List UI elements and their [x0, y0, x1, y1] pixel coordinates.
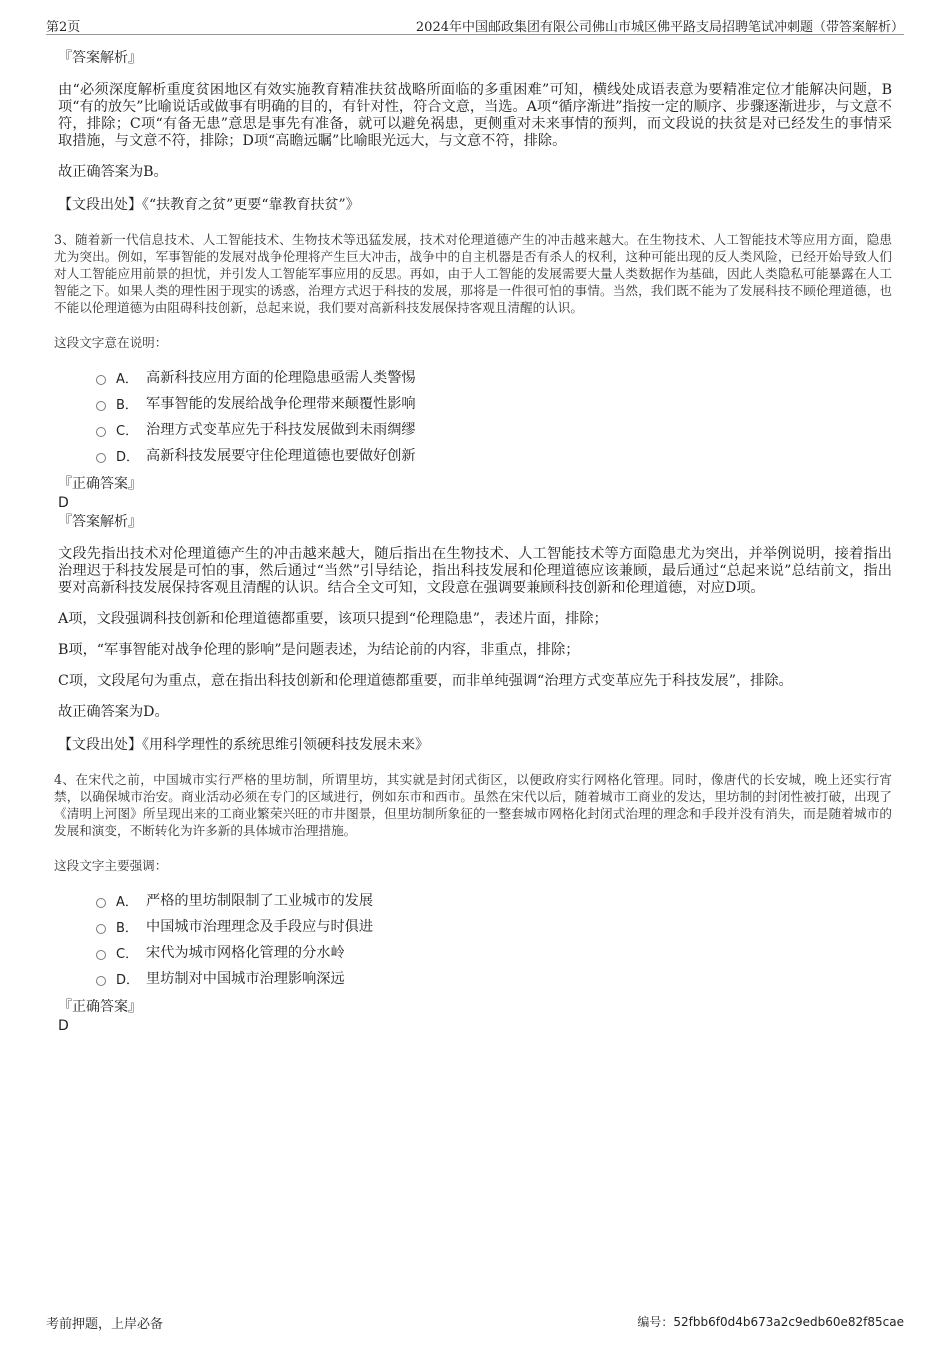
- option-a[interactable]: [96, 364, 892, 390]
- radio-icon[interactable]: [96, 950, 106, 960]
- analysis-text: C项，文段尾句为重点，意在指出科技创新和伦理道德都重要，而非单纯强调“治理方式变革应先于科技发展”，排除。: [58, 673, 793, 689]
- option-text: 严格的里坊制限制了工业城市的发展: [146, 893, 374, 909]
- option-text: 治理方式变革应先于科技发展做到未雨绸缪: [146, 422, 416, 438]
- document-title: 2024年中国邮政集团有限公司佛山市城区佛平路支局招聘笔试冲刺题（带答案解析）: [415, 20, 904, 35]
- page-footer: [46, 1313, 904, 1332]
- option-text: 高新科技发展要守住伦理道德也要做好创新: [146, 448, 416, 464]
- option-c[interactable]: [96, 416, 892, 442]
- option-d[interactable]: [96, 965, 892, 991]
- radio-icon[interactable]: [96, 427, 106, 437]
- option-text: 军事智能的发展给战争伦理带来颠覆性影响: [146, 396, 416, 412]
- source-text: 【文段出处】《“扶教育之贫”更要“靠教育扶贫”》: [58, 197, 360, 213]
- option-c[interactable]: [96, 939, 892, 965]
- radio-icon[interactable]: [96, 375, 106, 385]
- answer-label: 『正确答案』: [58, 999, 142, 1015]
- option-letter: D．: [116, 449, 140, 465]
- analysis-label: 『答案解析』: [58, 50, 142, 66]
- page-header: [46, 14, 904, 35]
- radio-icon[interactable]: [96, 976, 106, 986]
- option-b[interactable]: [96, 390, 892, 416]
- question-3-text: 3、随着新一代信息技术、人工智能技术、生物技术等迅猛发展，技术对伦理道德产生的冲击越来越大。在生物技术、人工智能技术等应用方面，隐患尤为突出。例如，军事智能的发展对战争伦理将产生巨大冲击，战争中的自主机器是否有杀人的权利，这种可能出现的反人类风险，已经开始导致人们对人工智能应用前景的担忧，并引发人工智能军事应用的反思。再如，由于人工智能的发展需要大量人类数据作为基础，因此人类隐私可能暴露在人工智能之下。如果人类的理性困于现实的诱惑，治理方式迟于科技的发展，那将是一件很可怕的事情。当然，我们既不能为了发展科技不顾伦理道德，也不能以伦理道德为由阻碍科技创新，总起来说，我们要对高新科技发展保持客观且清醒的认识。: [54, 232, 892, 315]
- radio-icon[interactable]: [96, 924, 106, 934]
- conclusion-text: 故正确答案为D。: [58, 704, 169, 720]
- page-number: 第2页: [46, 20, 81, 35]
- analysis-text: B项，“军事智能对战争伦理的影响”是问题表述，为结论前的内容，非重点，排除；: [58, 642, 580, 658]
- option-d[interactable]: [96, 442, 892, 468]
- conclusion-text: 故正确答案为B。: [58, 164, 168, 180]
- footer-slogan: 考前押题，上岸必备: [46, 1317, 164, 1332]
- source-text: 【文段出处】《用科学理性的系统思维引领硬科技发展未来》: [58, 737, 429, 753]
- analysis-text: 由“必须深度解析重度贫困地区有效实施教育精准扶贫战略所面临的多重困难”可知，横线处成语表意为要精准定位才能解决问题，B项“有的放矢”比喻说话或做事有明确的目的，有针对性，符合文意，当选。A项“循序渐进”指按一定的顺序、步骤逐渐进步，与文意不符，排除；C项“有备无患”意思是事先有准备，就可以避免祸患，更侧重对未来事情的预判，而文段说的扶贫是对已经发生的事情采取措施，与文意不符，排除；D项“高瞻远瞩”比喻眼光远大，与文意不符，排除。: [58, 82, 892, 149]
- option-text: 里坊制对中国城市治理影响深远: [146, 971, 345, 987]
- question-3-prompt: 这段文字意在说明：: [54, 335, 168, 350]
- question-3-options: [96, 364, 892, 468]
- radio-icon[interactable]: [96, 401, 106, 411]
- option-letter: B．: [116, 397, 138, 413]
- answer-value: D: [58, 495, 69, 511]
- question-4-options: [96, 887, 892, 991]
- option-letter: C．: [116, 946, 139, 962]
- option-letter: A．: [116, 371, 138, 387]
- analysis-text: 文段先指出技术对伦理道德产生的冲击越来越大，随后指出在生物技术、人工智能技术等方面隐患尤为突出，并举例说明，接着指出治理迟于科技发展是可怕的事，然后通过“当然”引导结论，指出科技发展和伦理道德应该兼顾，最后通过“总起来说”总结前文，指出要对高新科技发展保持客观且清醒的认识。结合全文可知，文段意在强调要兼顾科技创新和伦理道德，对应D项。: [58, 546, 892, 596]
- document-id: 编号：52fbb6f0d4b673a2c9edb60e82f85cae: [637, 1315, 904, 1329]
- option-b[interactable]: [96, 913, 892, 939]
- option-letter: A．: [116, 894, 138, 910]
- answer-label: 『正确答案』: [58, 476, 142, 492]
- option-text: 宋代为城市网格化管理的分水岭: [146, 945, 345, 961]
- option-a[interactable]: [96, 887, 892, 913]
- analysis-text: A项，文段强调科技创新和伦理道德都重要，该项只提到“伦理隐患”，表述片面，排除；: [58, 611, 608, 627]
- radio-icon[interactable]: [96, 453, 106, 463]
- option-text: 高新科技应用方面的伦理隐患亟需人类警惕: [146, 370, 416, 386]
- question-4-prompt: 这段文字主要强调：: [54, 858, 168, 873]
- option-letter: B．: [116, 920, 138, 936]
- analysis-label: 『答案解析』: [58, 514, 142, 530]
- option-text: 中国城市治理理念及手段应与时俱进: [146, 919, 374, 935]
- radio-icon[interactable]: [96, 898, 106, 908]
- page-content: [54, 44, 892, 1035]
- answer-value: D: [58, 1018, 69, 1034]
- option-letter: C．: [116, 423, 139, 439]
- option-letter: D．: [116, 972, 140, 988]
- question-4-text: 4、在宋代之前，中国城市实行严格的里坊制，所谓里坊，其实就是封闭式街区，以便政府实行网格化管理。同时，像唐代的长安城，晚上还实行宵禁，以确保城市治安。商业活动必须在专门的区域进行，例如东市和西市。虽然在宋代以后，随着城市工商业的发达，里坊制的封闭性被打破，出现了《清明上河图》所呈现出来的工商业繁荣兴旺的市井图景，但里坊制所象征的一整套城市网格化封闭式治理的理念和手段并没有消失，而是随着城市的发展和演变，不断转化为许多新的具体城市治理措施。: [54, 772, 892, 838]
